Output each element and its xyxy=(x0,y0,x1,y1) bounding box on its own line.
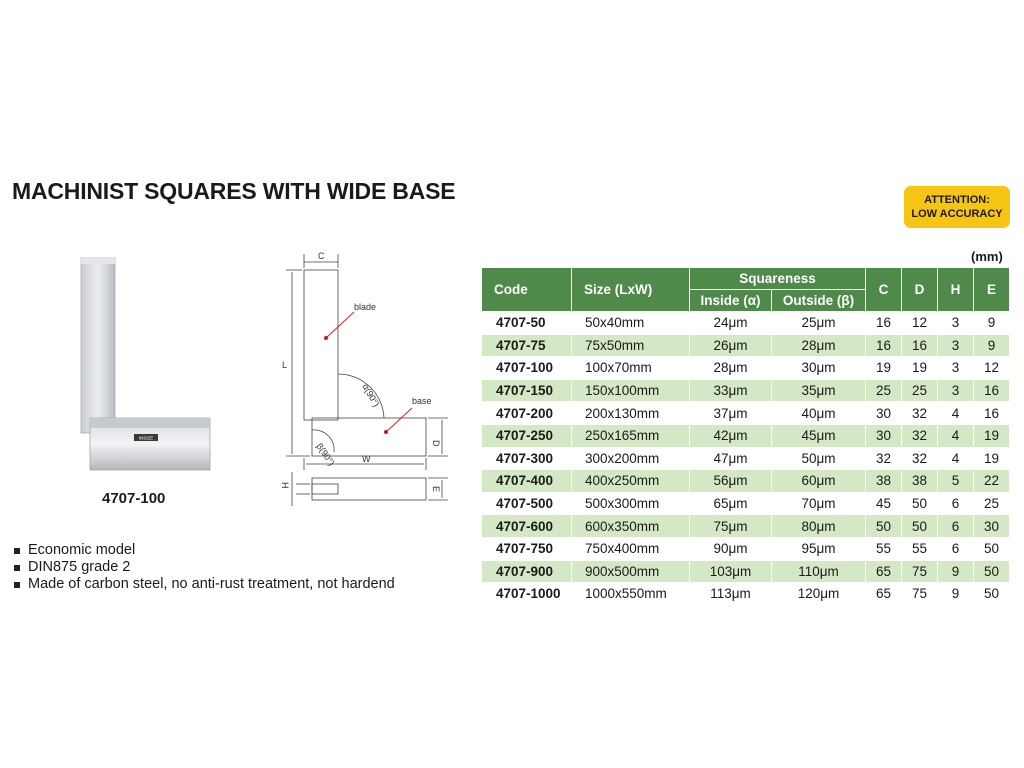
table-cell: 16 xyxy=(974,402,1010,425)
table-cell: 9 xyxy=(974,334,1010,357)
table-cell: 25μm xyxy=(772,312,866,335)
table-cell: 38 xyxy=(902,470,938,493)
table-cell: 50 xyxy=(974,560,1010,583)
table-cell: 4707-300 xyxy=(482,447,572,470)
table-cell: 3 xyxy=(938,379,974,402)
table-cell: 30 xyxy=(866,402,902,425)
table-cell: 6 xyxy=(938,492,974,515)
label-w: W xyxy=(362,454,371,464)
table-cell: 16 xyxy=(866,312,902,335)
table-cell: 50x40mm xyxy=(572,312,690,335)
table-cell: 25 xyxy=(902,379,938,402)
table-row xyxy=(482,447,1010,470)
header-size: Size (LxW) xyxy=(572,268,690,312)
table-cell: 80μm xyxy=(772,515,866,538)
unit-label: (mm) xyxy=(971,249,1003,264)
table-cell: 150x100mm xyxy=(572,379,690,402)
table-cell: 37μm xyxy=(690,402,772,425)
table-cell: 19 xyxy=(866,357,902,380)
table-cell: 4707-500 xyxy=(482,492,572,515)
label-e: E xyxy=(431,486,441,493)
feature-item: Economic model xyxy=(14,542,395,559)
table-cell: 47μm xyxy=(690,447,772,470)
header-h: H xyxy=(938,268,974,312)
page-title: MACHINIST SQUARES WITH WIDE BASE xyxy=(12,178,456,204)
table-cell: 28μm xyxy=(772,334,866,357)
spec-table xyxy=(481,267,1010,606)
header-e: E xyxy=(974,268,1010,312)
label-l: L xyxy=(282,360,288,370)
table-cell: 250x165mm xyxy=(572,424,690,447)
table-cell: 32 xyxy=(866,447,902,470)
header-inside: Inside (α) xyxy=(690,290,772,312)
table-cell: 4 xyxy=(938,447,974,470)
label-d: D xyxy=(431,440,441,447)
table-cell: 4 xyxy=(938,402,974,425)
table-cell: 25 xyxy=(974,492,1010,515)
table-cell: 4707-75 xyxy=(482,334,572,357)
table-cell: 9 xyxy=(938,560,974,583)
table-cell: 12 xyxy=(974,357,1010,380)
table-cell: 4707-750 xyxy=(482,537,572,560)
table-cell: 110μm xyxy=(772,560,866,583)
header-outside: Outside (β) xyxy=(772,290,866,312)
table-row xyxy=(482,334,1010,357)
table-cell: 45μm xyxy=(772,424,866,447)
table-cell: 19 xyxy=(974,424,1010,447)
table-cell: 50 xyxy=(866,515,902,538)
header-c: C xyxy=(866,268,902,312)
spec-table-body xyxy=(482,312,1010,606)
table-cell: 1000x550mm xyxy=(572,583,690,606)
table-cell: 55 xyxy=(866,537,902,560)
table-cell: 5 xyxy=(938,470,974,493)
table-cell: 42μm xyxy=(690,424,772,447)
table-cell: 75x50mm xyxy=(572,334,690,357)
table-cell: 4 xyxy=(938,424,974,447)
table-cell: 25 xyxy=(866,379,902,402)
table-cell: 16 xyxy=(974,379,1010,402)
table-cell: 4707-250 xyxy=(482,424,572,447)
table-cell: 4707-100 xyxy=(482,357,572,380)
table-cell: 120μm xyxy=(772,583,866,606)
table-row xyxy=(482,537,1010,560)
photo-logo: INSIZE xyxy=(138,435,154,441)
attention-line2: LOW ACCURACY xyxy=(911,208,1003,220)
attention-line1: ATTENTION: xyxy=(924,194,990,206)
table-cell: 12 xyxy=(902,312,938,335)
table-cell: 28μm xyxy=(690,357,772,380)
table-cell: 30 xyxy=(974,515,1010,538)
product-photo xyxy=(70,250,220,480)
table-cell: 400x250mm xyxy=(572,470,690,493)
table-cell: 45 xyxy=(866,492,902,515)
table-cell: 50 xyxy=(902,492,938,515)
table-cell: 3 xyxy=(938,312,974,335)
table-cell: 30 xyxy=(866,424,902,447)
table-cell: 40μm xyxy=(772,402,866,425)
table-cell: 900x500mm xyxy=(572,560,690,583)
label-h: H xyxy=(280,482,290,489)
table-cell: 16 xyxy=(902,334,938,357)
table-cell: 19 xyxy=(974,447,1010,470)
table-cell: 90μm xyxy=(690,537,772,560)
photo-caption: 4707-100 xyxy=(102,490,166,507)
table-cell: 50μm xyxy=(772,447,866,470)
table-cell: 65μm xyxy=(690,492,772,515)
label-c: C xyxy=(318,251,325,261)
table-cell: 95μm xyxy=(772,537,866,560)
table-cell: 26μm xyxy=(690,334,772,357)
table-cell: 750x400mm xyxy=(572,537,690,560)
table-cell: 500x300mm xyxy=(572,492,690,515)
feature-list xyxy=(14,542,395,593)
table-cell: 50 xyxy=(974,583,1010,606)
table-cell: 100x70mm xyxy=(572,357,690,380)
table-cell: 50 xyxy=(902,515,938,538)
table-row xyxy=(482,379,1010,402)
dimension-drawing xyxy=(276,246,466,516)
feature-item: DIN875 grade 2 xyxy=(14,559,395,576)
table-cell: 4707-1000 xyxy=(482,583,572,606)
table-row xyxy=(482,402,1010,425)
table-cell: 75 xyxy=(902,560,938,583)
table-cell: 65 xyxy=(866,583,902,606)
table-cell: 4707-50 xyxy=(482,312,572,335)
table-cell: 56μm xyxy=(690,470,772,493)
table-cell: 300x200mm xyxy=(572,447,690,470)
table-row xyxy=(482,492,1010,515)
table-cell: 9 xyxy=(974,312,1010,335)
label-alpha: α(90°) xyxy=(360,382,382,409)
bullet-icon xyxy=(14,582,20,588)
table-cell: 30μm xyxy=(772,357,866,380)
table-cell: 38 xyxy=(866,470,902,493)
table-row xyxy=(482,470,1010,493)
table-cell: 9 xyxy=(938,583,974,606)
label-blade: blade xyxy=(354,302,377,312)
table-cell: 32 xyxy=(902,447,938,470)
label-beta: β(90°) xyxy=(314,441,337,468)
table-cell: 24μm xyxy=(690,312,772,335)
table-row xyxy=(482,515,1010,538)
table-row xyxy=(482,312,1010,335)
table-cell: 16 xyxy=(866,334,902,357)
table-cell: 22 xyxy=(974,470,1010,493)
attention-badge xyxy=(904,186,1010,228)
table-cell: 200x130mm xyxy=(572,402,690,425)
table-cell: 55 xyxy=(902,537,938,560)
table-cell: 65 xyxy=(866,560,902,583)
bullet-icon xyxy=(14,565,20,571)
table-cell: 19 xyxy=(902,357,938,380)
header-squareness: Squareness xyxy=(690,268,866,290)
bullet-icon xyxy=(14,548,20,554)
table-cell: 600x350mm xyxy=(572,515,690,538)
table-row xyxy=(482,424,1010,447)
table-cell: 103μm xyxy=(690,560,772,583)
table-row xyxy=(482,560,1010,583)
table-cell: 75 xyxy=(902,583,938,606)
header-code: Code xyxy=(482,268,572,312)
header-d: D xyxy=(902,268,938,312)
table-row xyxy=(482,583,1010,606)
feature-item: Made of carbon steel, no anti-rust treatment, not hardend xyxy=(14,576,395,593)
table-cell: 4707-200 xyxy=(482,402,572,425)
table-cell: 4707-900 xyxy=(482,560,572,583)
table-cell: 60μm xyxy=(772,470,866,493)
table-cell: 113μm xyxy=(690,583,772,606)
table-cell: 35μm xyxy=(772,379,866,402)
table-cell: 70μm xyxy=(772,492,866,515)
label-base: base xyxy=(412,396,432,406)
table-cell: 75μm xyxy=(690,515,772,538)
table-cell: 3 xyxy=(938,334,974,357)
table-cell: 6 xyxy=(938,537,974,560)
table-cell: 4707-150 xyxy=(482,379,572,402)
table-cell: 6 xyxy=(938,515,974,538)
table-row xyxy=(482,357,1010,380)
table-cell: 4707-400 xyxy=(482,470,572,493)
table-cell: 4707-600 xyxy=(482,515,572,538)
table-cell: 3 xyxy=(938,357,974,380)
table-cell: 33μm xyxy=(690,379,772,402)
table-cell: 32 xyxy=(902,424,938,447)
table-cell: 50 xyxy=(974,537,1010,560)
table-cell: 32 xyxy=(902,402,938,425)
